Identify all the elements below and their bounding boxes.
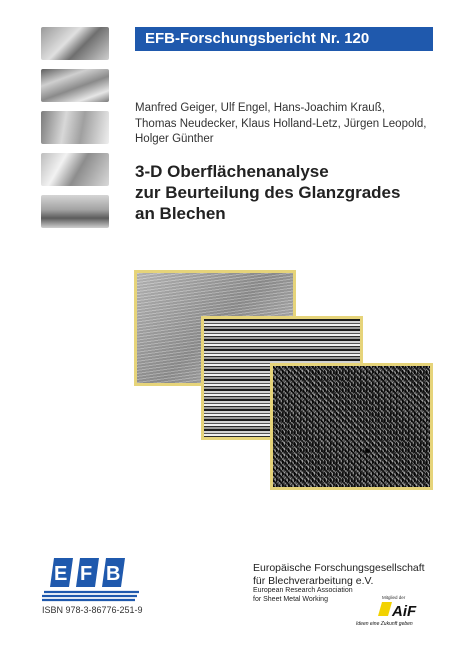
aif-name: AiF [392,603,417,620]
report-title [135,161,435,224]
aif-slogan: Ideen eine Zukunft geben [356,621,413,627]
report-banner: EFB-Forschungsbericht Nr. 120 [135,27,433,51]
thumbnail-sheet-metal-5 [41,195,109,228]
logo-letter-f: F [80,563,93,585]
thumbnail-sheet-metal-3 [41,111,109,144]
author-line: Manfred Geiger, Ulf Engel, Hans-Joachim Krauß, [135,102,385,114]
title-line: 3-D Oberflächenanalyse [135,162,329,181]
author-line: Holger Günther [135,133,214,145]
aif-member-text: Mitglied der [382,595,406,600]
author-list [135,101,435,148]
author-line: Thomas Neudecker, Klaus Holland-Letz, Jürgen Leopold, [135,117,427,130]
aif-logo [354,593,438,628]
logo-letter-e: E [54,563,68,585]
association-name: Europäische Forschungsgesellschaft für Blechverarbeitung e.V. [253,562,425,587]
efb-logo [42,558,141,604]
surface-photo-3 [270,363,433,490]
thumbnail-sheet-metal-1 [41,27,109,60]
thumbnail-sheet-metal-4 [41,153,109,186]
logo-letter-b: B [106,563,121,585]
title-line: zur Beurteilung des Glanzgrades [135,183,401,202]
association-name-english: European Research Association for Sheet Metal Working [253,587,353,603]
isbn-number: ISBN 978-3-86776-251-9 [42,605,143,615]
title-line: an Blechen [135,204,226,223]
thumbnail-sheet-metal-2 [41,69,109,102]
